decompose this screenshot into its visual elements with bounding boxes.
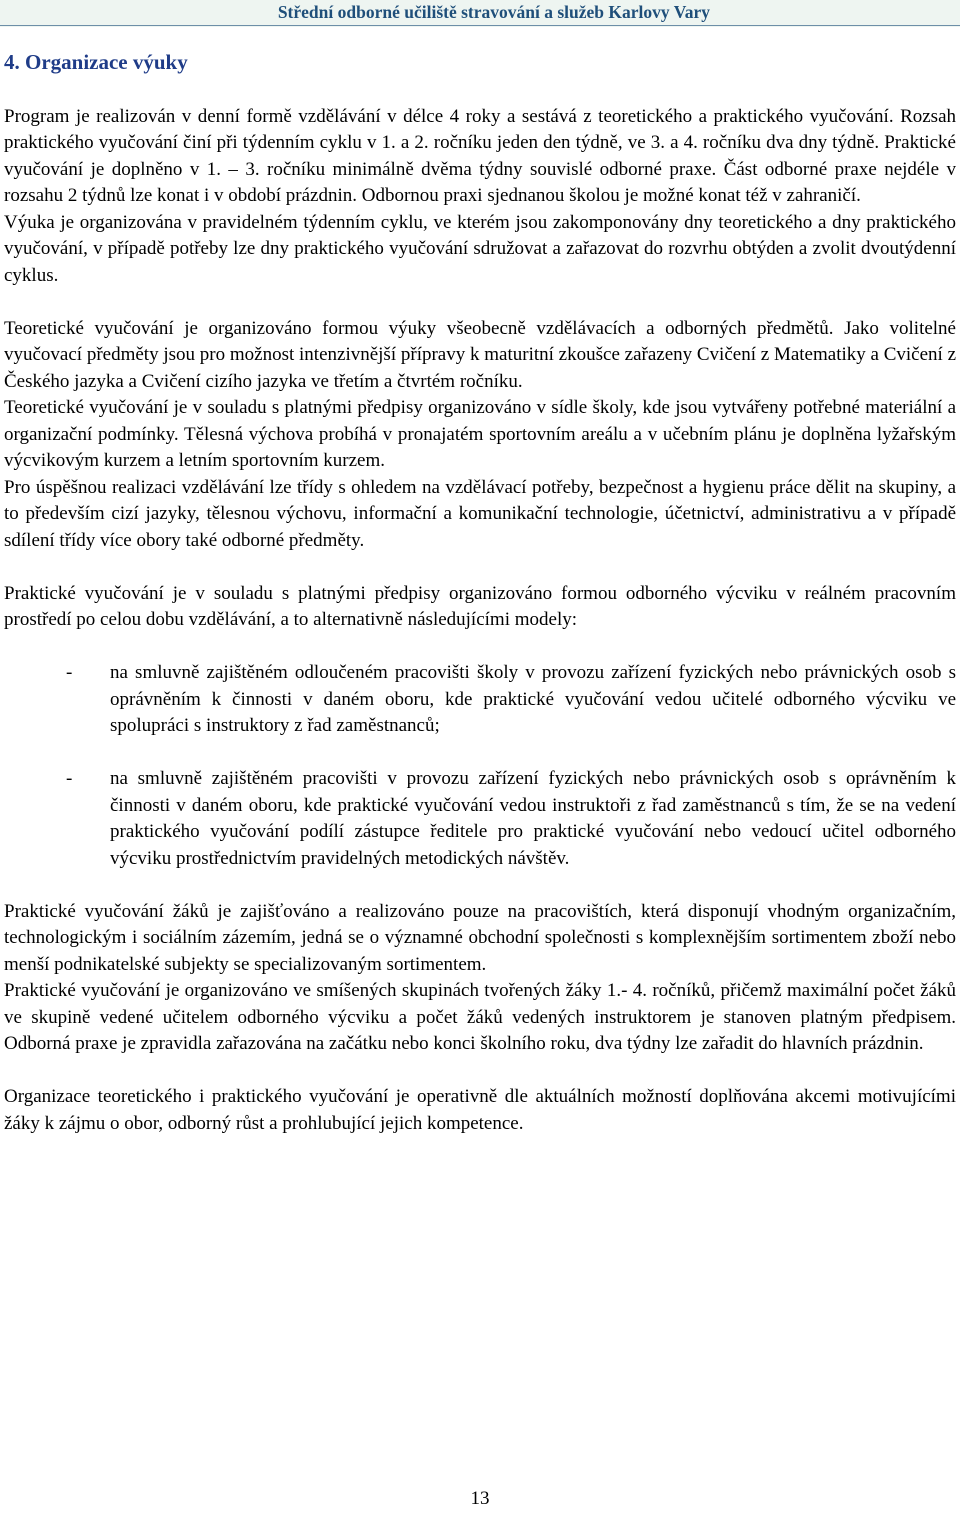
school-name-header: Střední odborné učiliště stravování a služeb Karlovy Vary (277, 2, 710, 22)
chapter-title: 4. Organizace výuky (4, 50, 188, 74)
paragraph-theory: Teoretické vyučování je organizováno formou výuky všeobecně vzdělávacích a odborných předmětů. Jako volitelné vyučovací předměty jsou pro možnost intenzivnější přípravy k maturitní zkoušce zařazeny Cvičení z Matematiky a Cvičení z Českého jazyka a Cvičení cizího jazyka ve třetím a čtvrtém ročníku. (4, 317, 956, 392)
paragraph-workplaces: Praktické vyučování žáků je zajišťováno a realizováno pouze na pracovištích, která disponují vhodným organizačním, technologickým i sociálním zázemím, jedná se o významné obchodní společnosti s komplexnějším sortimentem zboží nebo menší podnikatelské subjekty se specializovaným sortimentem. (4, 900, 956, 975)
header-divider (0, 25, 960, 26)
paragraph-mixed-groups: Praktické vyučování je organizováno ve smíšených skupinách tvořených žáky 1.- 4. ročníků, přičemž maximální počet žáků ve skupině vedené učitelem odborného výcviku a počet žáků vedených instruktorem je stanoven platným předpisem. Odborná praxe je zpravidla zařazována na začátku nebo konci školního roku, dva týdny lze zařadit do hlavních prázdnin. (4, 980, 956, 1054)
list-item-text: na smluvně zajištěném pracovišti v provozu zařízení fyzických nebo právnických osob s oprávněním k činnosti v daném oboru, kde praktické vyučování vedou instruktoři z řad zaměstnanců s tím, že se na vedení praktického vyučování podílí zástupce ředitele pro praktické vyučování nebo vedoucí učitel odborného výcviku prostřednictvím pravidelných metodických návštěv. (110, 768, 956, 869)
page-number: 13 (470, 1488, 490, 1509)
paragraph-theory-location: Teoretické vyučování je v souladu s platnými předpisy organizováno v sídle školy, kde jsou vytvářeny potřebné materiální a organizační podmínky. Tělesná výchova probíhá v pronajatém sportovním areálu a v učebním plánu je doplněna lyžařským výcvikovým kurzem a letním sportovním kurzem. (4, 397, 956, 471)
document-body (4, 77, 956, 1137)
paragraph-weekly-cycle: Výuka je organizována v pravidelném týdenním cyklu, ve kterém jsou zakomponovány dny teoretického a dny praktického vyučování, v případě potřeby lze dny praktického vyučování sdružovat a zařazovat do rozvrhu obtýden a zvolit dvoutýdenní cyklus. (4, 211, 956, 286)
list-bullet: - (66, 768, 73, 789)
paragraph-groups: Pro úspěšnou realizaci vzdělávání lze třídy s ohledem na vzdělávací potřeby, bezpečnost a hygienu práce dělit na skupiny, a to především cizí jazyky, tělesnou výchovu, informační a komunikační technologie, účetnictví, administrativu a v případě sdílení třídy více obory také odborné předměty. (4, 476, 956, 551)
paragraph-organization: Organizace teoretického i praktického vyučování je operativně dle aktuálních možností doplňována akcemi motivujícími žáky k zájmu o obor, odborný růst a prohlubující jejich kompetence. (4, 1086, 956, 1134)
list-item (4, 660, 956, 740)
list-item (4, 766, 956, 872)
list-bullet: - (66, 662, 73, 683)
paragraph-program: Program je realizován v denní formě vzdělávání v délce 4 roky a sestává z teoretického a praktického vyučování. Rozsah praktického vyučování činí při týdenním cyklu v 1. a 2. ročníku jeden den týdně, ve 3. a 4. ročníku dva dny týdně. Praktické vyučování je doplněno v 1. – 3. ročníku minimálně dvěma týdny souvislé odborné praxe. Část odborné praxe nejdéle v rozsahu 2 týdnů lze konat i v období prázdnin. Odbornou praxi sjednanou školou je možné konat též v zahraničí. (4, 105, 956, 206)
page-header (0, 0, 960, 27)
list-item-text: na smluvně zajištěném odloučeném pracovišti školy v provozu zařízení fyzických nebo právnických osob s oprávněním k činnosti v daném oboru, kde praktické vyučování vedou učitelé odborného výcviku ve spolupráci s instruktory z řad zaměstnanců; (110, 662, 956, 736)
paragraph-practice: Praktické vyučování je v souladu s platnými předpisy organizováno formou odborného výcviku v reálném pracovním prostředí po celou dobu vzdělávání, a to alternativně následujícími modely: (4, 582, 956, 630)
